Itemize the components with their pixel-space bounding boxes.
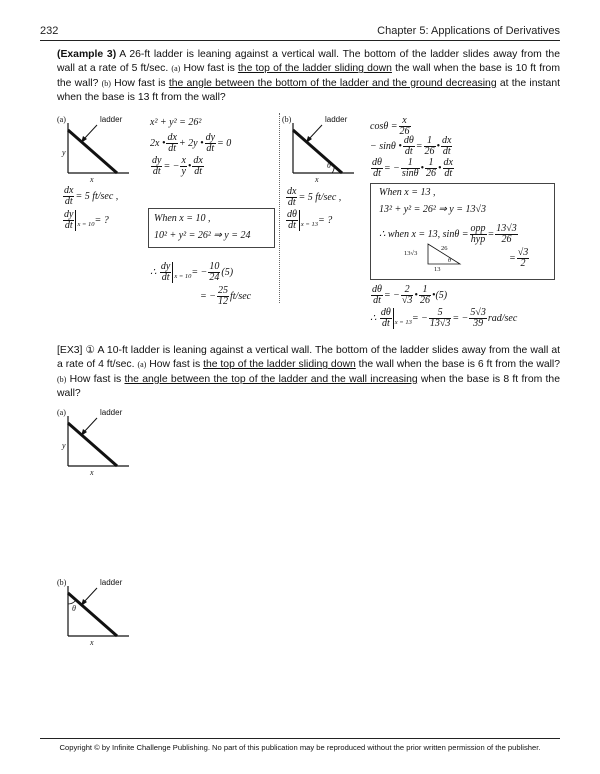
work-a-eq2: 2x • $\frac{dx}{dt}$ + 2y • $\frac{dy}{dt}$ = 0 <box>150 132 232 154</box>
ex3-tag: [EX3] <box>57 345 83 356</box>
ladder-diagram-a <box>57 115 137 185</box>
underline-angle-decreasing: the angle between the bottom of the ladder and the ground decreasing <box>168 77 497 89</box>
work-a-ask: $\frac{dy}{dt}$ $_{x = 10}$= ? <box>64 209 109 231</box>
work-a-eq3: $\frac{dy}{dt}$ = − $\frac{x}{y}$ • $\frac{dx}{dt}$ <box>152 155 203 177</box>
work-b-answer2: ∴ $\frac{d\theta}{dt}$ $_{x = 13}$= − $\frac{5}{13√3}$ = − $\frac{5√3}{39}$ rad/sec <box>370 307 518 329</box>
header-rule <box>40 40 560 41</box>
page-number: 232 <box>40 25 59 37</box>
part-b-label: (b) <box>101 78 111 88</box>
column-separator <box>279 113 280 303</box>
work-b-given: $\frac{dx}{dt}$ = 5 ft/sec , <box>287 186 342 208</box>
work-a-eq1: x² + y² = 26² <box>150 117 202 128</box>
copyright-footer: Copyright © by Infinite Challenge Publishing. No part of this publication may be reproduced without the prior written permission of the publisher. <box>59 743 541 752</box>
figure-a-ladder: (a) ladder y x <box>57 115 137 185</box>
work-b-ask: $\frac{d\theta}{dt}$ $_{x = 13}$= ? <box>287 209 333 231</box>
ex3-underline-angle-increasing: the angle between the top of the ladder and the wall increasing <box>124 373 418 385</box>
work-a-answer2: = − $\frac{25}{12}$ ft/sec <box>200 285 252 307</box>
part-a-label: (a) <box>171 64 181 74</box>
ex3-part-a-label: (a) <box>137 360 147 370</box>
work-a-given: $\frac{dx}{dt}$ = 5 ft/sec , <box>64 185 119 207</box>
work-b-given-box: When x = 13 , 13² + y² = 26² ⇒ y = 13√3 ∴ when x = 13, sinθ = $\frac{\text{opp}}{\text{hyp}}$ = $\frac{13√3}{26}$ = $\frac{√3}{2}$ 13√3 26 13 θ <box>370 183 555 280</box>
ex3-figure-b-ladder: (b) ladder θ x <box>57 578 137 648</box>
ex3-part-b-label: (b) <box>57 374 67 384</box>
footer-rule <box>40 738 560 739</box>
figure-b-ladder: (b) ladder θ x <box>282 115 362 185</box>
ladder-diagram-b <box>282 115 362 185</box>
work-b-eq2: − sinθ • $\frac{d\theta}{dt}$ = $\frac{1}{26}$ • $\frac{dx}{dt}$ <box>370 135 452 157</box>
work-a-answer1: ∴ $\frac{dy}{dt}$ $_{x = 10}$= − $\frac{10}{24}$ (5) <box>150 261 234 283</box>
ex3-ladder-diagram-b <box>57 578 137 648</box>
work-b-eq3: $\frac{d\theta}{dt}$ = − $\frac{1}{\sin\theta}$ • $\frac{1}{26}$ • $\frac{dx}{dt}$ <box>372 157 453 179</box>
work-b-eq1: cosθ = $\frac{x}{26}$ <box>370 115 410 137</box>
work-a-given-box: When x = 10 , 10² + y² = 26² ⇒ y = 24 <box>148 208 275 248</box>
work-b-answer1: $\frac{d\theta}{dt}$ = − $\frac{2}{√3}$ • $\frac{1}{26}$ •(5) <box>372 284 448 306</box>
chapter-title: Chapter 5: Applications of Derivatives <box>377 25 560 37</box>
underline-top-sliding: the top of the ladder sliding down <box>237 63 392 75</box>
reference-triangle <box>403 242 463 272</box>
ex3-ladder-diagram-a <box>57 408 137 478</box>
example3-paragraph: (Example 3) A 26-ft ladder is leaning against a vertical wall. The bottom of the ladder slides away from the wall at a rate of 5 ft/sec. (a) How fast is the top of the ladder sliding down the wall when the base is 10 ft from the wall? (b) How fast is the angle between the bottom of the ladder and the ground decreasing at the instant when the base is 13 ft from the wall? <box>57 49 560 104</box>
ex3-figure-a-ladder: (a) ladder y x <box>57 408 137 478</box>
ex3-underline-top-sliding: the top of the ladder sliding down <box>203 359 356 371</box>
example3-tag: (Example 3) <box>57 49 117 60</box>
ex3-paragraph: [EX3] ① A 10-ft ladder is leaning against a vertical wall. The bottom of the ladder slides away from the wall at a rate of 4 ft/sec. (a) How fast is the top of the ladder sliding down the wall when the base is 6 ft from the wall? (b) How fast is the angle between the top of the ladder and the wall increasing when the base is 8 ft from the wall? <box>57 345 561 400</box>
